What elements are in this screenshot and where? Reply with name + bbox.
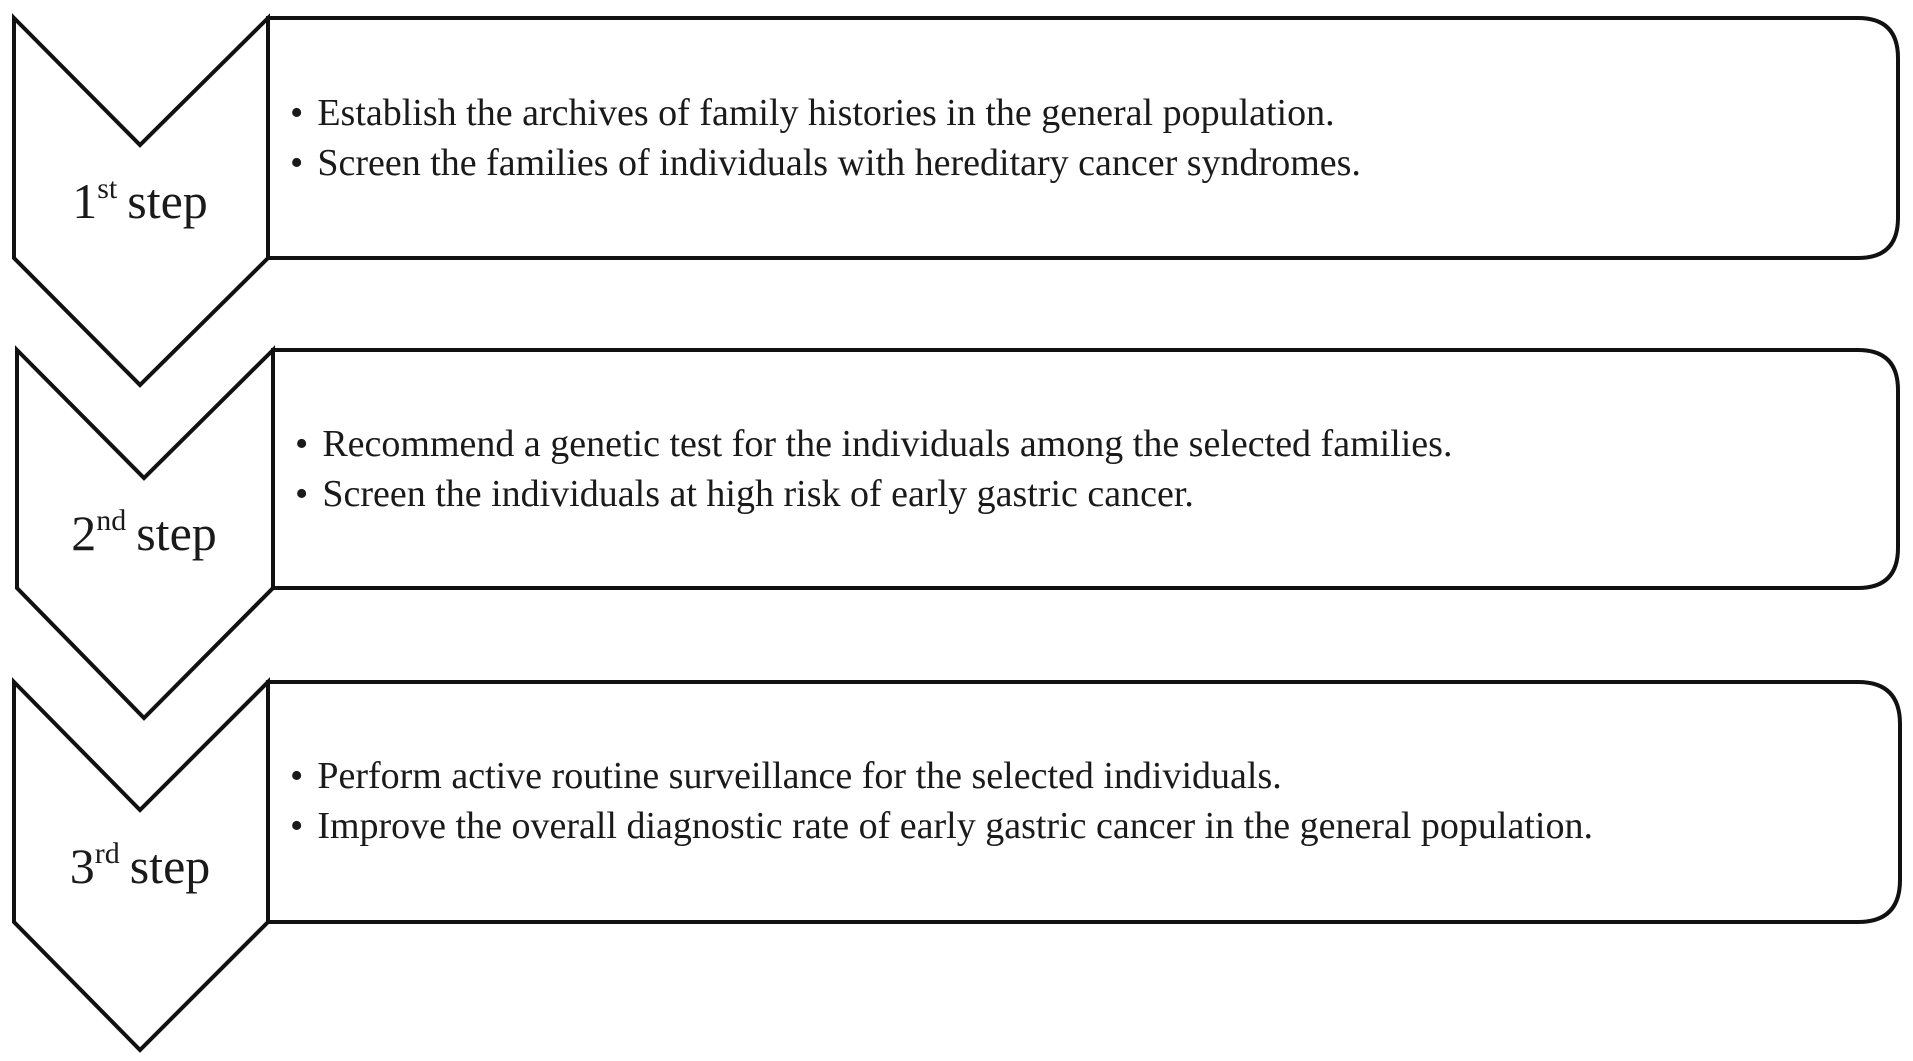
step-1-item-1-text: Establish the archives of family histories in the general population. — [317, 92, 1335, 134]
step-1-item-1 — [290, 92, 1335, 134]
step-2-item-1-text: Recommend a genetic test for the individuals among the selected families. — [322, 423, 1453, 465]
step-1-item-2 — [290, 142, 1361, 184]
bullet-glyph: • — [295, 473, 309, 515]
step-2-item-2 — [295, 473, 1194, 515]
bullet-glyph: • — [290, 142, 304, 184]
bullet-glyph: • — [290, 805, 304, 847]
step-3 — [14, 682, 1900, 1050]
step-2-suffix: nd — [96, 504, 127, 537]
step-3-word: step — [129, 838, 211, 894]
step-2-box — [273, 350, 1898, 588]
step-2-item-1 — [295, 423, 1452, 465]
step-1 — [14, 18, 1898, 385]
step-3-item-1 — [290, 755, 1282, 797]
step-3-item-2-text: Improve the overall diagnostic rate of early gastric cancer in the general population. — [317, 805, 1593, 847]
step-2-item-2-text: Screen the individuals at high risk of early gastric cancer. — [322, 473, 1194, 515]
step-1-box — [268, 18, 1898, 258]
step-2-word: step — [136, 505, 217, 561]
bullet-glyph: • — [290, 92, 304, 134]
step-3-item-2 — [290, 805, 1593, 847]
step-2-label — [71, 504, 217, 561]
step-1-word: step — [127, 173, 208, 229]
step-1-number: 1 — [72, 173, 98, 229]
step-3-suffix: rd — [94, 837, 120, 870]
step-3-number: 3 — [69, 838, 95, 894]
step-1-label — [72, 172, 208, 229]
step-2 — [17, 350, 1898, 718]
bullet-glyph: • — [290, 755, 304, 797]
step-1-item-2-text: Screen the families of individuals with hereditary cancer syndromes. — [317, 142, 1361, 184]
step-2-number: 2 — [71, 505, 97, 561]
step-3-box — [268, 682, 1900, 922]
step-3-item-1-text: Perform active routine surveillance for the selected individuals. — [317, 755, 1282, 797]
step-3-label — [70, 837, 211, 894]
step-1-suffix: st — [97, 172, 118, 205]
bullet-glyph: • — [295, 423, 309, 465]
